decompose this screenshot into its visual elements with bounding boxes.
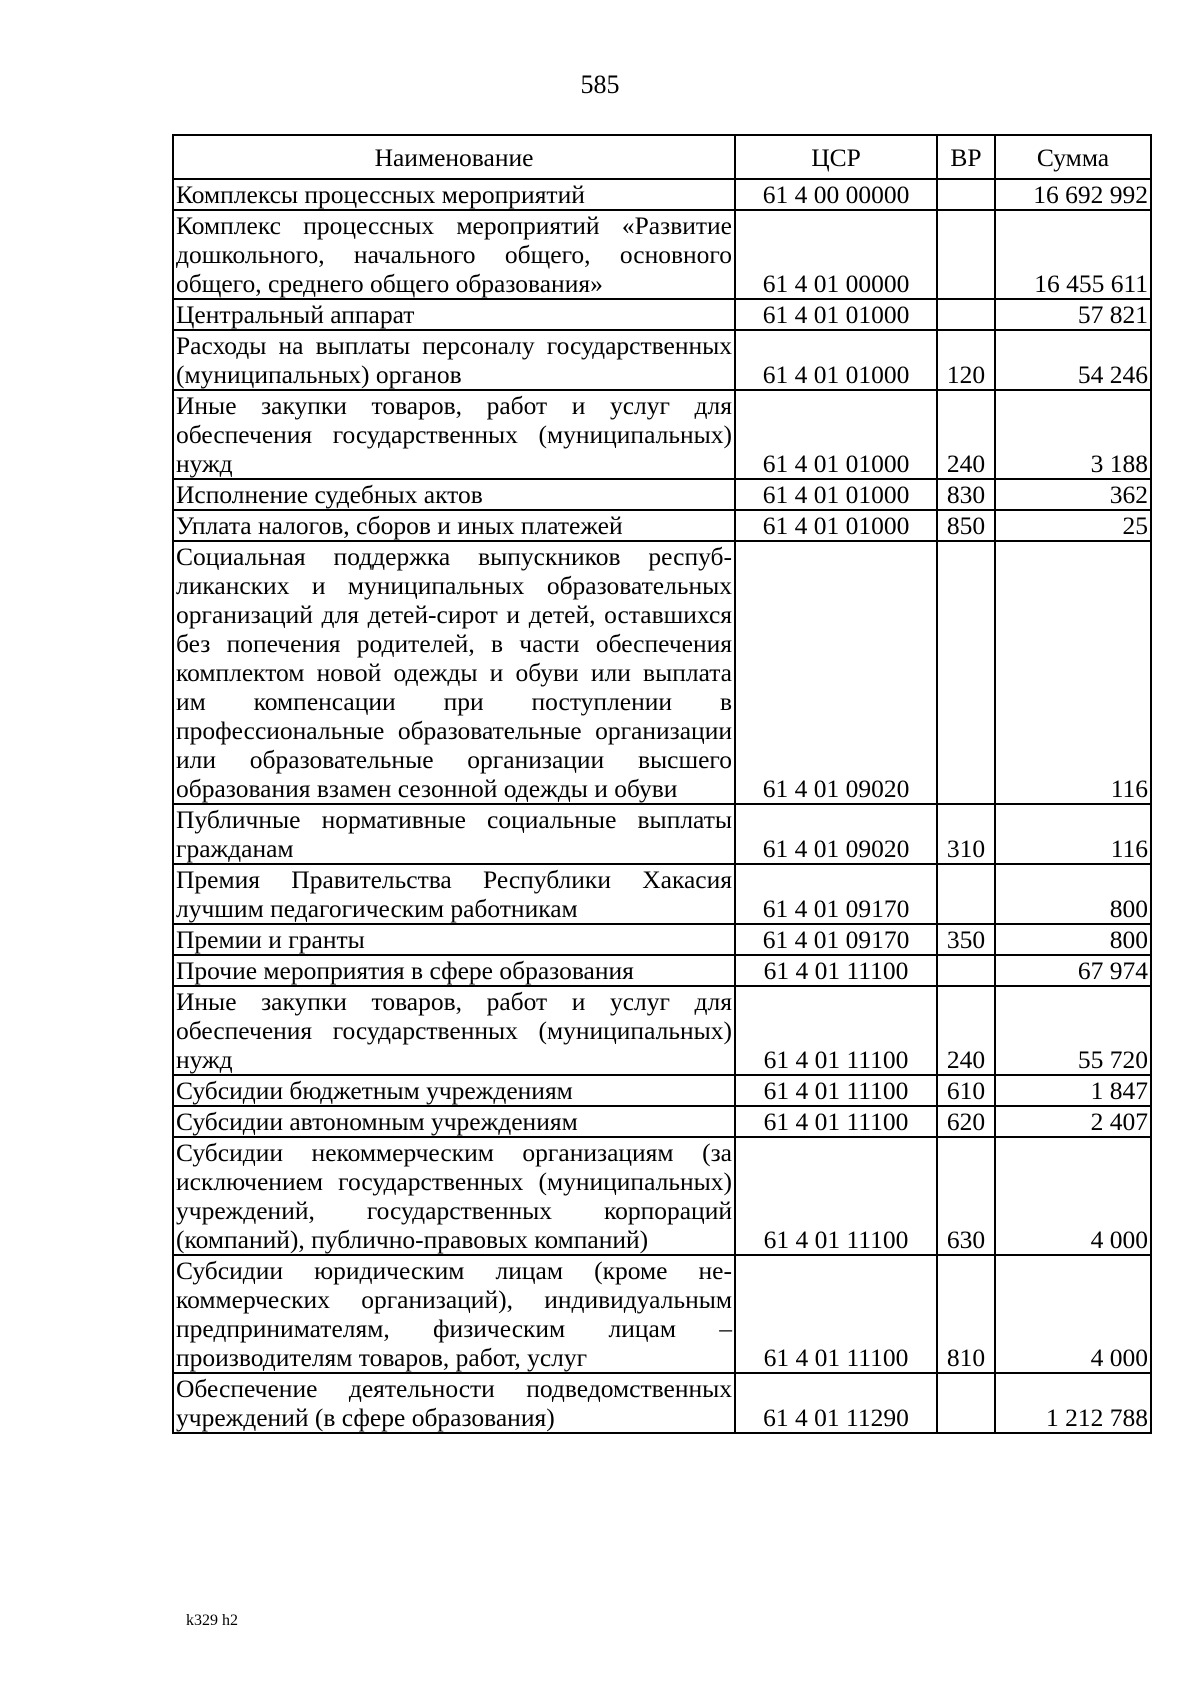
row-vr-cell: 240 [937,390,995,479]
row-csr-cell: 61 4 01 11100 [735,1106,937,1137]
row-csr-cell: 61 4 01 11100 [735,986,937,1075]
row-sum-cell: 1 212 788 [995,1373,1151,1433]
row-sum-cell: 67 974 [995,955,1151,986]
row-sum-cell: 16 455 611 [995,210,1151,299]
row-sum-cell: 25 [995,510,1151,541]
row-csr-cell: 61 4 01 01000 [735,479,937,510]
table-row [173,330,1151,390]
row-vr-cell [937,1373,995,1433]
row-sum-cell: 116 [995,804,1151,864]
row-vr-cell: 120 [937,330,995,390]
table-header-row [173,135,1151,179]
row-sum-cell: 3 188 [995,390,1151,479]
row-name-cell: Иные закупки товаров, работ и услуг для обеспечения государственных (муниципальных) нужд [173,986,735,1075]
table-row [173,1373,1151,1433]
row-vr-cell: 620 [937,1106,995,1137]
row-csr-cell: 61 4 01 01000 [735,390,937,479]
row-name-cell: Исполнение судебных актов [173,479,735,510]
row-name-cell: Премия Правительства Республики Хакасия лучшим педагогическим работникам [173,864,735,924]
row-name-cell: Центральный аппарат [173,299,735,330]
row-name-cell: Уплата налогов, сборов и иных платежей [173,510,735,541]
row-sum-cell: 1 847 [995,1075,1151,1106]
row-vr-cell: 810 [937,1255,995,1373]
row-csr-cell: 61 4 01 11290 [735,1373,937,1433]
row-name-cell: Субсидии юридическим лицам (кроме некоммерческих организаций), индивидуальным предпринимателям, физическим лицам – производителям товаров, работ, услуг [173,1255,735,1373]
footer-code: k329 h2 [186,1612,238,1629]
row-csr-cell: 61 4 01 09020 [735,804,937,864]
row-csr-cell: 61 4 01 11100 [735,1255,937,1373]
row-csr-cell: 61 4 01 11100 [735,1137,937,1255]
row-name-cell: Иные закупки товаров, работ и услуг для обеспечения государственных (муниципальных) нужд [173,390,735,479]
table-row [173,1137,1151,1255]
row-csr-cell: 61 4 01 01000 [735,330,937,390]
row-csr-cell: 61 4 01 09170 [735,864,937,924]
table-row [173,955,1151,986]
row-name-cell: Обеспечение деятельности подведомственных учреждений (в сфере образования) [173,1373,735,1433]
row-sum-cell: 54 246 [995,330,1151,390]
row-vr-cell: 240 [937,986,995,1075]
table-row [173,1255,1151,1373]
table-row [173,1106,1151,1137]
page-number: 585 [580,70,620,99]
table-row [173,479,1151,510]
row-sum-cell: 4 000 [995,1255,1151,1373]
row-name-cell: Комплекс процессных мероприятий «Развитие дошкольного, начального общего, основного общего, среднего общего образования» [173,210,735,299]
row-vr-cell: 830 [937,479,995,510]
header-vr: ВР [937,135,995,179]
table-row [173,510,1151,541]
row-name-cell: Прочие мероприятия в сфере образования [173,955,735,986]
row-vr-cell [937,541,995,804]
table-row [173,179,1151,210]
budget-table [172,134,1152,1434]
row-sum-cell: 2 407 [995,1106,1151,1137]
table-row [173,924,1151,955]
table-row [173,210,1151,299]
table-row [173,390,1151,479]
row-csr-cell: 61 4 01 00000 [735,210,937,299]
row-name-cell: Субсидии автономным учреждениям [173,1106,735,1137]
row-vr-cell: 310 [937,804,995,864]
row-sum-cell: 57 821 [995,299,1151,330]
header-csr: ЦСР [735,135,937,179]
row-sum-cell: 800 [995,924,1151,955]
row-name-cell: Субсидии бюджетным учреждениям [173,1075,735,1106]
row-vr-cell: 610 [937,1075,995,1106]
row-csr-cell: 61 4 01 09170 [735,924,937,955]
row-vr-cell [937,299,995,330]
row-sum-cell: 116 [995,541,1151,804]
row-sum-cell: 4 000 [995,1137,1151,1255]
row-sum-cell: 362 [995,479,1151,510]
header-sum: Сумма [995,135,1151,179]
row-csr-cell: 61 4 01 11100 [735,955,937,986]
row-name-cell: Премии и гранты [173,924,735,955]
row-csr-cell: 61 4 01 01000 [735,510,937,541]
row-sum-cell: 16 692 992 [995,179,1151,210]
table-row [173,1075,1151,1106]
row-vr-cell: 630 [937,1137,995,1255]
row-name-cell: Комплексы процессных мероприятий [173,179,735,210]
row-csr-cell: 61 4 01 11100 [735,1075,937,1106]
table-row [173,299,1151,330]
row-sum-cell: 800 [995,864,1151,924]
row-vr-cell: 850 [937,510,995,541]
table-row [173,804,1151,864]
row-csr-cell: 61 4 00 00000 [735,179,937,210]
table-row [173,986,1151,1075]
table-row [173,864,1151,924]
row-vr-cell [937,179,995,210]
row-vr-cell: 350 [937,924,995,955]
row-name-cell: Расходы на выплаты персоналу государственных (муниципальных) органов [173,330,735,390]
row-csr-cell: 61 4 01 09020 [735,541,937,804]
row-name-cell: Социальная поддержка выпускников республиканских и муниципальных образовательных организаций для детей-сирот и детей, оставшихся без попечения родителей, в части обеспечения комплектом новой одежды и обуви или выплата им компенсации при поступлении в профессиональные образовательные организации или образовательные организации высшего образования взамен сезонной одежды и обуви [173,541,735,804]
row-vr-cell [937,864,995,924]
row-csr-cell: 61 4 01 01000 [735,299,937,330]
row-sum-cell: 55 720 [995,986,1151,1075]
row-vr-cell [937,210,995,299]
row-vr-cell [937,955,995,986]
row-name-cell: Субсидии некоммерческим организациям (за исключением государственных (муниципальных) учреждений, государственных корпораций (компаний), публично-правовых компаний) [173,1137,735,1255]
row-name-cell: Публичные нормативные социальные выплаты гражданам [173,804,735,864]
header-name: Наименование [173,135,735,179]
table-row [173,541,1151,804]
